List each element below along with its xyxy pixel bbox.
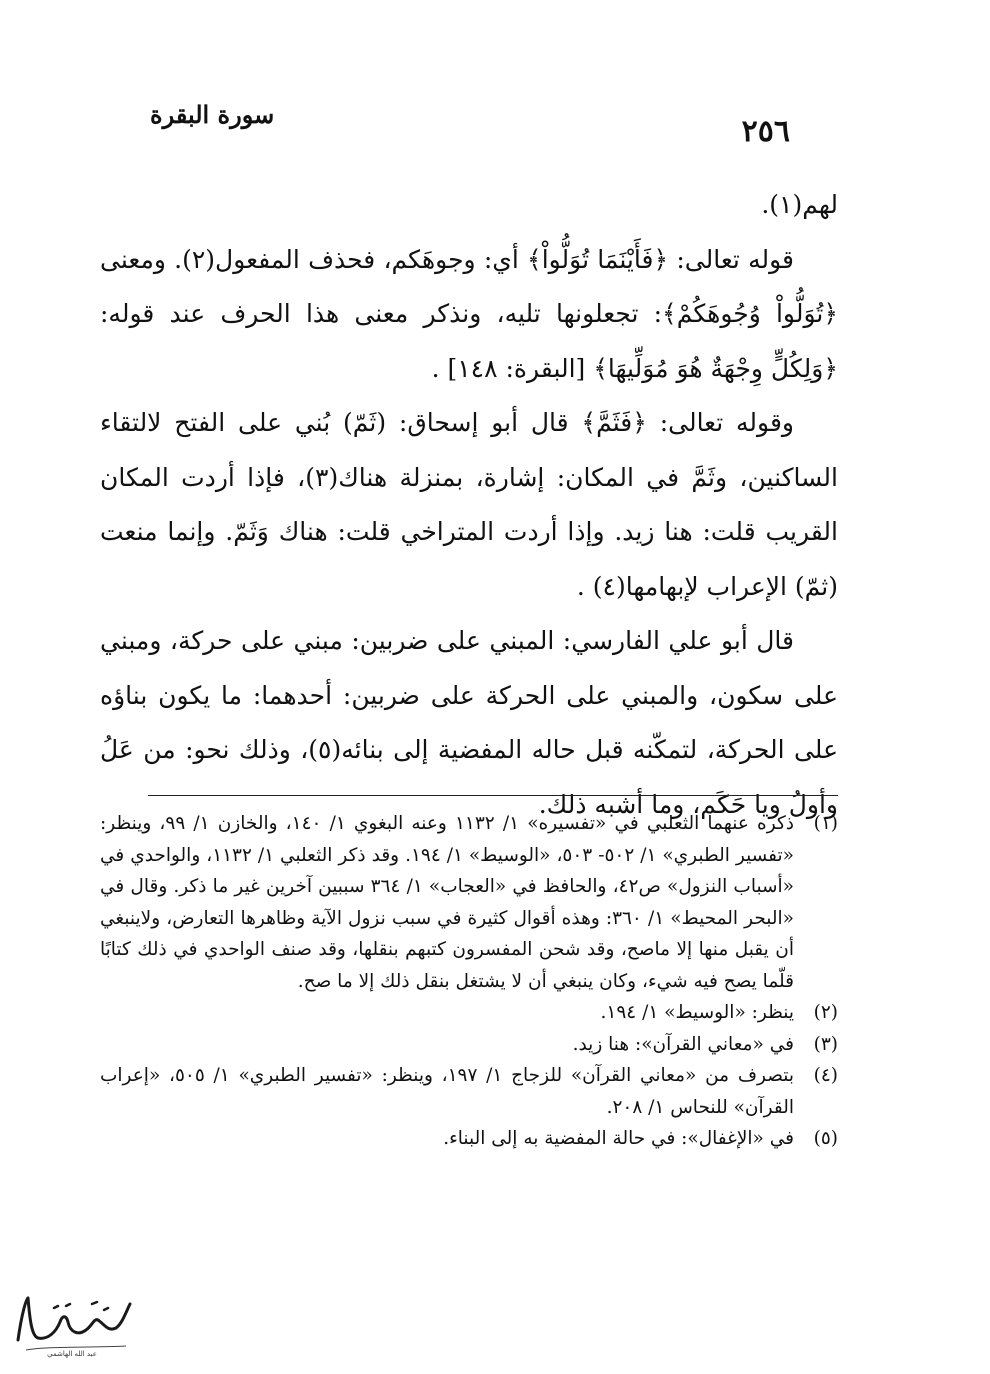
footnote-text: بتصرف من «معاني القرآن» للزجاج ١/ ١٩٧، وينظر: «تفسير الطبري» ١/ ٥٠٥، «إعراب القرآن» للنحاس ١/ ٢٠٨. xyxy=(100,1065,794,1118)
footnote-text: في «الإغفال»: في حالة المفضية به إلى البناء. xyxy=(443,1128,794,1149)
paragraph-3: وقوله تعالى: ﴿فَثَمَّ﴾ قال أبو إسحاق: (ثَمّ) بُني على الفتح لالتقاء الساكنين، وثَمَّ في المكان: إشارة، بمنزلة هناك(٣)، فإذا أردت المكان القريب قلت: هنا زيد. وإذا أردت المتراخي قلت: هناك وَثَمّ. وإنما منعت (ثمّ) الإعراب لإبهامها(٤) . xyxy=(100,408,838,601)
watermark-logo xyxy=(8,1292,138,1358)
footnote-marker: (١) xyxy=(813,813,838,834)
footnote-2 xyxy=(100,997,838,1029)
footnote-1 xyxy=(100,808,838,997)
footnotes xyxy=(100,808,838,1155)
footnote-4 xyxy=(100,1060,838,1123)
footnote-marker: (٤) xyxy=(813,1065,838,1086)
logo-caption: عبد الله الهاشمي xyxy=(47,1350,97,1358)
footnote-text: ينظر: «الوسيط» ١/ ١٩٤. xyxy=(600,1002,794,1023)
footnote-marker: (٣) xyxy=(813,1033,838,1055)
footnote-3 xyxy=(100,1029,838,1061)
footnote-text: في «معاني القرآن»: هنا زيد. xyxy=(572,1033,794,1055)
page-header xyxy=(150,100,790,160)
footnote-5 xyxy=(100,1123,838,1155)
paragraph-1: لهم(١). xyxy=(761,190,838,219)
footnote-text: ذكره عنهما الثعلبي في «تفسيره» ١/ ١١٣٢ وعنه البغوي ١/ ١٤٠، والخازن ١/ ٩٩، وينظر: «تفسير الطبري» ١/ ٥٠٢- ٥٠٣، «الوسيط» ١/ ١٩٤. وقد ذكر الثعلبي ١/ ١١٣٢، والواحدي في «أسباب النزول» ص٤٢، والحافظ في «العجاب» ١/ ٣٦٤ سببين آخرين غير ما ذكر. وقال في «البحر المحيط» ١/ ٣٦٠: وهذه أقوال كثيرة في سبب نزول الآية وظاهرها التعارض، ولاينبغي أن يقبل منها إلا ماصح، وقد شحن المفسرون كتبهم بنقلها، وقد صنف الواحدي في ذلك كتابًا قلّما يصح فيه شيء، وكان ينبغي أن لا يشتغل بنقل ذلك إلا ما صح. xyxy=(100,813,794,992)
footnote-marker: (٢) xyxy=(813,1002,838,1023)
footnote-separator xyxy=(148,795,838,796)
page-number: ٢٥٦ xyxy=(741,114,790,149)
paragraph-4: قال أبو علي الفارسي: المبني على ضربين: مبني على حركة، ومبني على سكون، والمبني على الحركة على ضربين: أحدهما: ما يكون بناؤه على الحركة، لتمكّنه قبل حاله المفضية إلى بنائه(٥)، وذلك نحو: من عَلُ وأولُ ويا حَكَم، وما أشبه ذلك. xyxy=(100,626,838,819)
paragraph-2: قوله تعالى: ﴿فَأَيْنَمَا تُوَلُّواْ﴾ أي: وجوهَكم، فحذف المفعول(٢). ومعنى ﴿تُوَلُّواْ وُجُوهَكُمْ﴾: تجعلونها تليه، ونذكر معنى هذا الحرف عند قوله: ﴿وَلِكُلٍّ وِجْهَةٌ هُوَ مُوَلِّيهَا﴾ [البقرة: ١٤٨] . xyxy=(100,244,838,383)
footnote-marker: (٥) xyxy=(813,1128,838,1149)
main-text xyxy=(100,178,838,832)
surah-title: سورة البقرة xyxy=(150,100,275,129)
